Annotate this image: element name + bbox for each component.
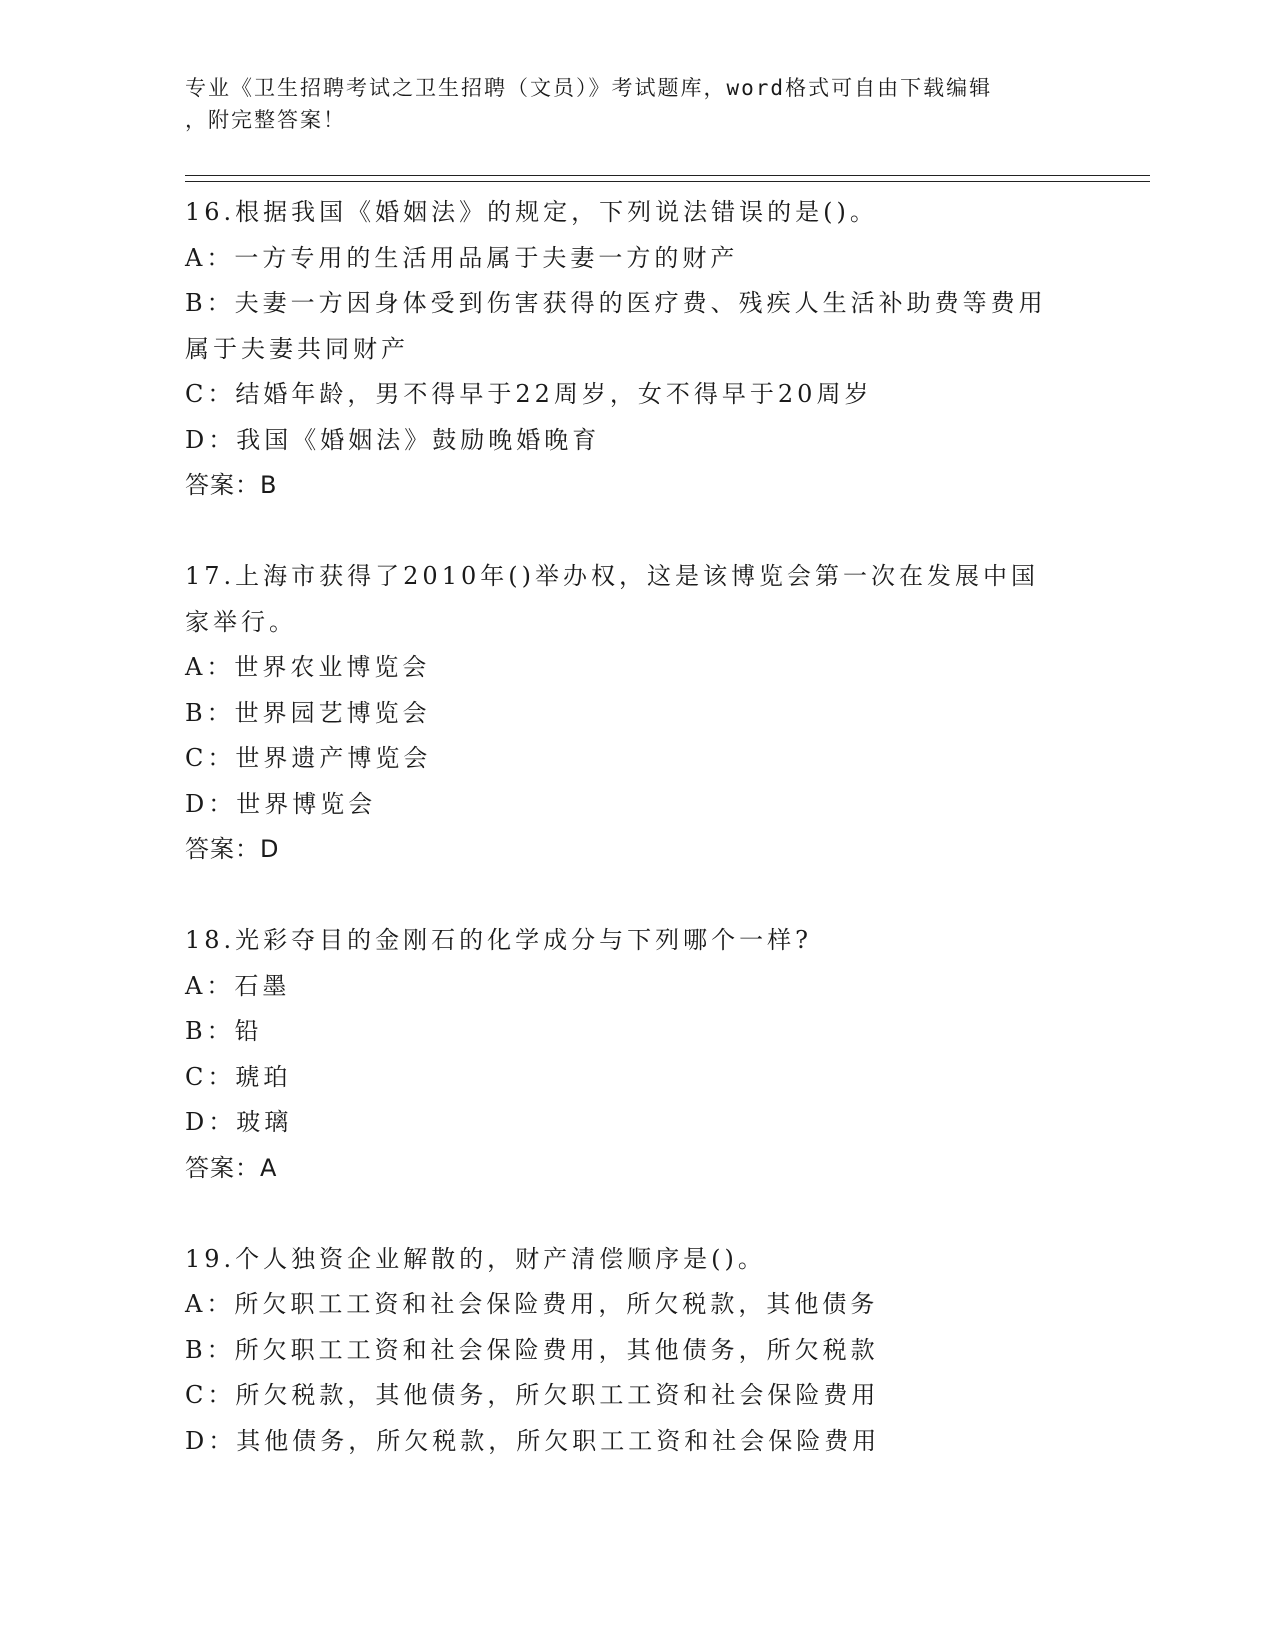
option-a: A：所欠职工工资和社会保险费用，所欠税款，其他债务: [185, 1290, 879, 1318]
question-stem: 17.上海市获得了2010年()举办权，这是该博览会第一次在发展中国: [185, 562, 1039, 590]
spacer: [185, 1191, 1085, 1237]
question-stem: 18.光彩夺目的金刚石的化学成分与下列哪个一样?: [185, 926, 813, 954]
option-b-continued: 属于夫妻共同财产: [185, 334, 409, 363]
question-19: [185, 1237, 1085, 1465]
option-b: B：世界园艺博览会: [185, 698, 431, 727]
answer: 答案：D: [185, 835, 280, 863]
option-c: C：结婚年龄，男不得早于22周岁，女不得早于20周岁: [185, 380, 873, 408]
option-d: D：我国《婚姻法》鼓励晚婚晚育: [185, 425, 601, 454]
option-a: A：石墨: [185, 971, 291, 1000]
header-divider-top: [185, 175, 1150, 176]
option-d: D：世界博览会: [185, 789, 377, 818]
document-header: [185, 72, 1065, 136]
question-18: [185, 918, 1085, 1191]
question-list: [185, 190, 1085, 1464]
question-17: [185, 554, 1085, 873]
option-c: C：世界遗产博览会: [185, 744, 432, 772]
answer: 答案：A: [185, 1153, 278, 1182]
option-a: A：世界农业博览会: [185, 653, 431, 681]
question-16: [185, 190, 1085, 509]
spacer: [185, 873, 1085, 919]
option-d: D：其他债务，所欠税款，所欠职工工资和社会保险费用: [185, 1426, 881, 1455]
option-c: C：所欠税款，其他债务，所欠职工工资和社会保险费用: [185, 1381, 880, 1409]
question-stem: 19.个人独资企业解散的，财产清偿顺序是()。: [185, 1244, 766, 1273]
question-stem-continued: 家举行。: [185, 607, 297, 636]
header-line-2: ，附完整答案！: [185, 108, 346, 132]
option-b: B：铅: [185, 1017, 263, 1045]
spacer: [185, 509, 1085, 555]
header-divider-bottom: [185, 181, 1150, 182]
header-line-1: 专业《卫生招聘考试之卫生招聘（文员）》考试题库，word格式可自由下载编辑: [185, 76, 993, 100]
option-a: A：一方专用的生活用品属于夫妻一方的财产: [185, 243, 739, 272]
option-b: B：所欠职工工资和社会保险费用，其他债务，所欠税款: [185, 1335, 879, 1364]
option-d: D：玻璃: [185, 1108, 293, 1136]
question-stem: 16.根据我国《婚姻法》的规定，下列说法错误的是()。: [185, 198, 878, 226]
answer: 答案：B: [185, 471, 278, 499]
option-b: B：夫妻一方因身体受到伤害获得的医疗费、残疾人生活补助费等费用: [185, 289, 1047, 317]
option-c: C：琥珀: [185, 1062, 292, 1091]
